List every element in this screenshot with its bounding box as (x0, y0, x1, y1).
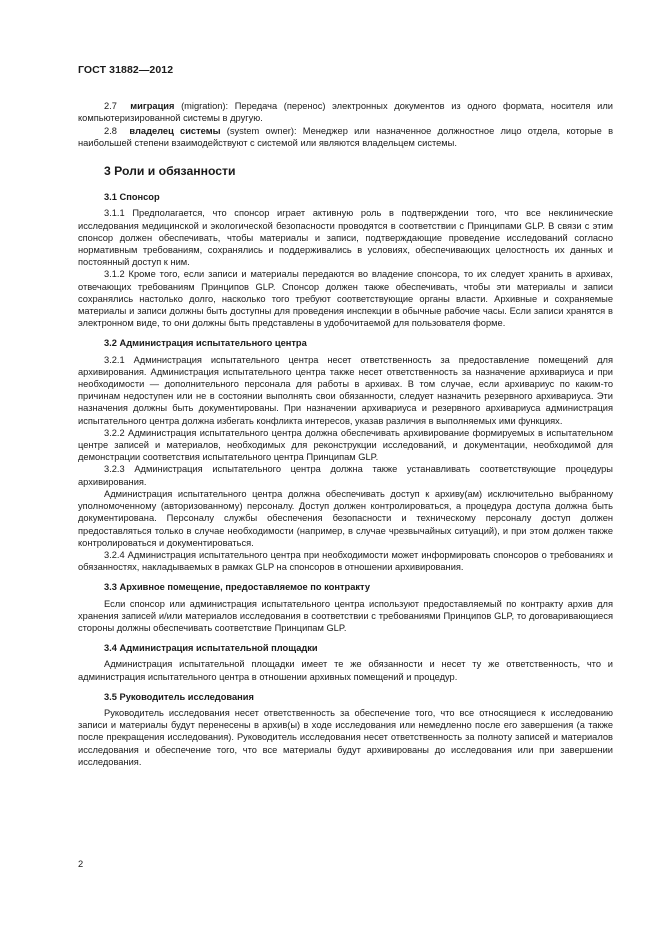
paragraph-3-1-2: 3.1.2 Кроме того, если записи и материалы передаются во владение спонсора, то их следует хранить в архивах, отвечающих требованиям Принципов GLP. Спонсор должен также обеспечивать, чтобы эти материалы и записи сохранялись настолько долго, насколько того требуют соответствующие органы власти. Архивные и сохраняемые материалы и записи должны быть доступны для проведения инспекции в обычные рабочие часы. Если записи хранятся в электронном виде, то они должны быть представлены в удобочитаемой для пользователя форме. (78, 269, 613, 329)
subsection-title-3-1: 3.1 Спонсор (104, 192, 160, 203)
section-title: 3 Роли и обязанности (104, 164, 236, 179)
subsection-title-3-3: 3.3 Архивное помещение, предоставляемое по контракту (104, 582, 371, 593)
definition-text: (migration): Передача (перенос) электронных документов из одного формата, носителя или компьютеризированной системы в другую. (78, 101, 613, 124)
definition-2-7 (78, 100, 613, 124)
subsection-title-3-5: 3.5 Руководитель исследования (104, 691, 254, 702)
subsection-title-3-2: 3.2 Администрация испытательного центра (104, 338, 307, 349)
paragraph-3-2-4: 3.2.4 Администрация испытательного центра при необходимости может информировать спонсоров о требованиях и обязанностях, накладываемых в рамках GLP на спонсоров в отношении архивирования. (78, 549, 613, 573)
page-number: 2 (78, 859, 84, 869)
definition-text: (system owner): Менеджер или назначенное должностное лицо отдела, которые в наибольшей степени взаимодействуют с системой или являются владельцем системы. (78, 125, 614, 148)
paragraph-3-3: Если спонсор или администрация испытательного центра используют предоставляемый по контракту архив для хранения записей и/или материалов исследования в соответствии с требованиями Принципов GLP, то договаривающиеся стороны должны обеспечивать соответствие Принципам GLP. (78, 598, 613, 633)
paragraph-3-2-1: 3.2.1 Администрация испытательного центра несет ответственность за предоставление помещений для архивирования. Администрация испытательного центра также несет ответственность за назначение архивариуса и при необходимости — дополнительного персонала для работы в архивах. В том случае, если архивариус по каким-то причинам недоступен или не в состоянии выполнять свои обязанности, следует назначить резервного архивариуса. Эти назначения должны быть документированы. При назначении архивариуса и резервного архивариуса администрация испытательного центра должна избегать конфликта интересов, указав различия в выполняемых ими функциях. (78, 354, 613, 426)
definition-number: 2.7 (104, 101, 117, 112)
definition-term: владелец системы (129, 125, 221, 136)
paragraph-3-4: Администрация испытательной площадки имеет те же обязанности и несет ту же ответственность, что и администрация испытательного центра в отношении архивных помещений и процедур. (78, 659, 613, 682)
paragraph-3-1-1: 3.1.1 Предполагается, что спонсор играет активную роль в подтверждении того, что все неклинические исследования медицинской и экологической безопасности проводятся в соответствии с Принципами GLP. В связи с этим спонсор должен обеспечивать, чтобы материалы и записи, подтверждающие проведение исследований согласно нормативным требованиям, сохранялись и поддерживались в условиях, обеспечивающих целостность их данных и постоянный доступ к ним. (78, 208, 613, 268)
subsection-title-3-4: 3.4 Администрация испытательной площадки (104, 643, 318, 654)
paragraph-3-2-3: 3.2.3 Администрация испытательного центра должна также устанавливать соответствующие процедуры архивирования. (78, 464, 613, 487)
paragraph-3-5: Руководитель исследования несет ответственность за обеспечение того, что все относящиеся к исследованию записи и материалы будут перенесены в архив(ы) в ходе исследования или немедленно после его завершения (а также после прекращения исследования). Руководитель исследования несет ответственность за полноту записей и материалов исследования и обеспечение того, что все материалы будут архивированы до исследования или при завершении исследования. (78, 707, 613, 767)
definition-term: миграция (130, 101, 175, 112)
paragraph-3-2-2: 3.2.2 Администрация испытательного центра должна обеспечивать архивирование формируемых в испытательном центре записей и материалов, необходимых для реконструкции исследований, и документации, необходимой для демонстрации соответствия испытательного центра Принципам GLP. (78, 427, 613, 463)
paragraph-3-2-3-access: Администрация испытательного центра должна обеспечивать доступ к архиву(ам) исключительно выбранному уполномоченному (авторизованному) персоналу. Доступ должен контролироваться, а процедура доступа должна быть документирована. Персоналу службы обеспечения безопасности и техническому персоналу доступ должен предоставляться только в случае необходимости (например, в случае чрезвычайных ситуаций), и при этом должен также контролироваться и документироваться. (78, 488, 613, 548)
document-header: ГОСТ 31882—2012 (78, 64, 174, 76)
definition-number: 2.8 (104, 125, 117, 136)
definition-2-8 (78, 125, 613, 149)
